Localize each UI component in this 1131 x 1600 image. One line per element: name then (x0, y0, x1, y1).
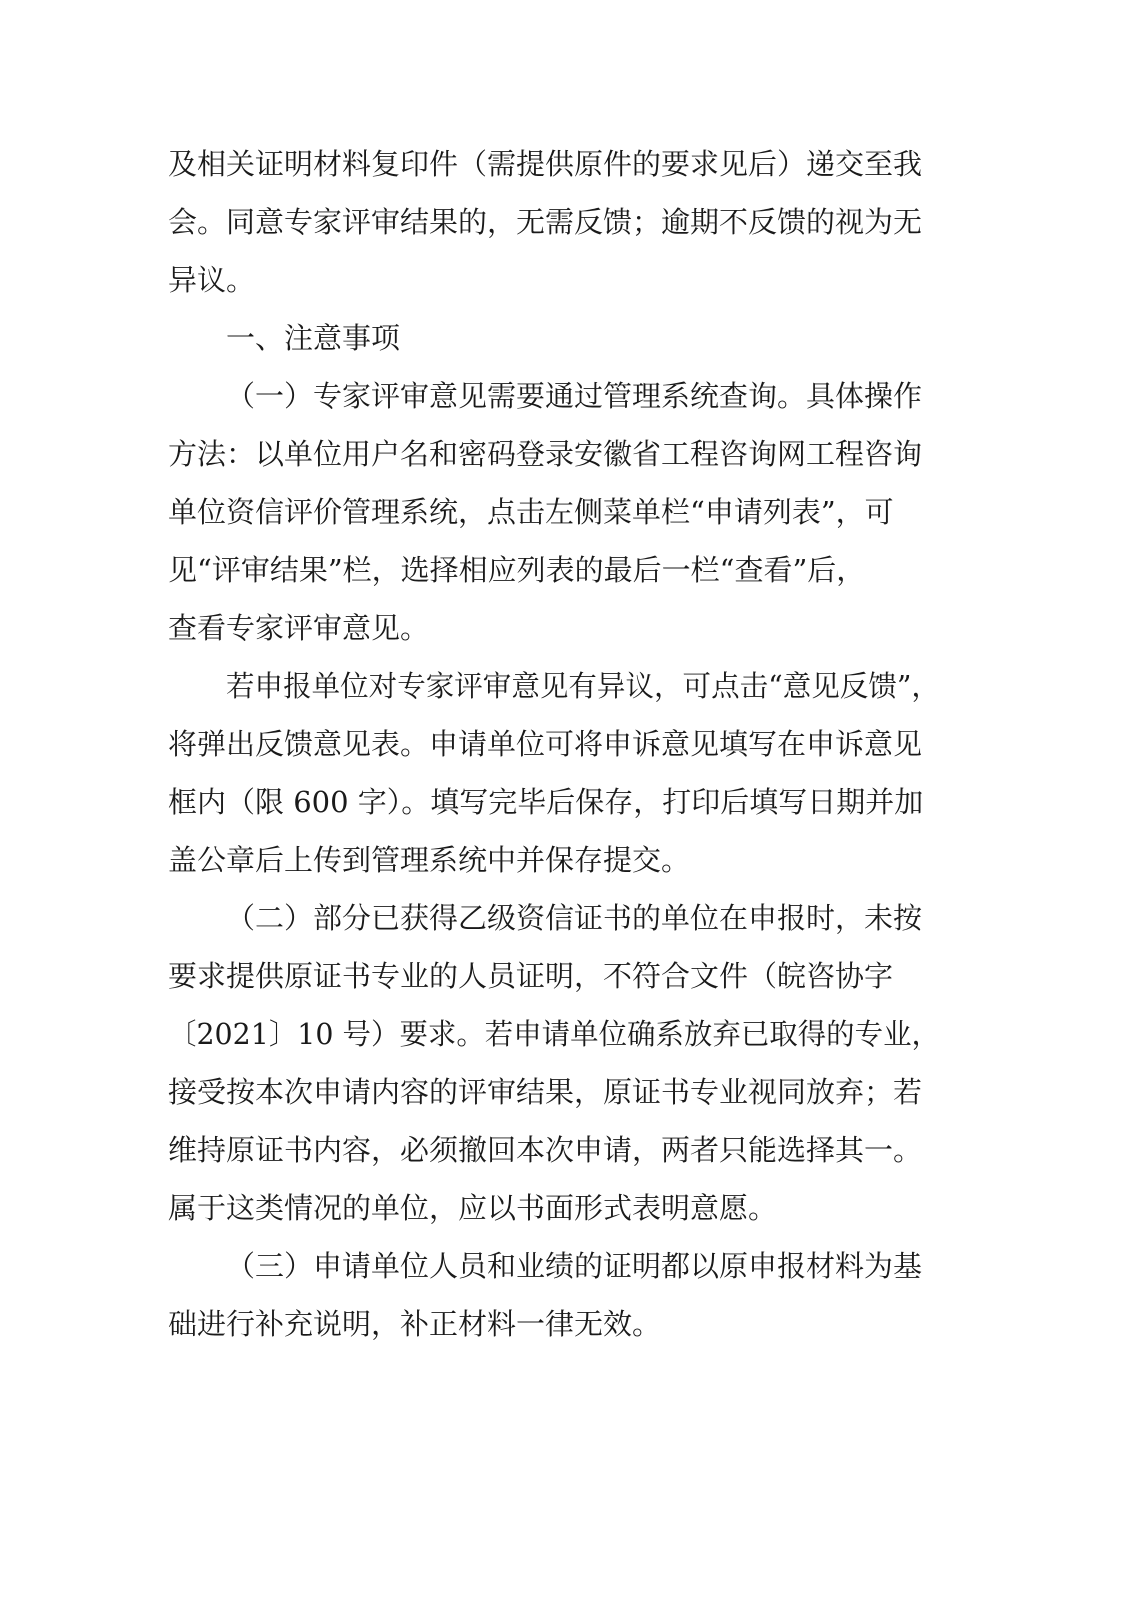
line-text: 会。同意专家评审结果的，无需反馈；逾期不反馈的视为无 (168, 205, 923, 239)
text-line (0, 376, 1131, 416)
text-line (0, 1014, 1131, 1054)
text-line (0, 202, 1131, 242)
line-text: 异议。 (168, 263, 256, 297)
line-text: 要求提供原证书专业的人员证明，不符合文件（皖咨协字 (168, 959, 894, 993)
text-line (0, 956, 1131, 996)
text-line (0, 434, 1131, 474)
line-text: 见“评审结果”栏，选择相应列表的最后一栏“查看”后， (168, 553, 866, 587)
line-text: 〔2021〕10 号）要求。若申请单位确系放弃已取得的专业， (168, 1017, 940, 1051)
text-line (0, 898, 1131, 938)
line-text: 框内（限 600 字）。填写完毕后保存，打印后填写日期并加 (168, 785, 924, 819)
line-text: 查看专家评审意见。 (168, 611, 430, 645)
text-line (0, 550, 1131, 590)
line-text: 维持原证书内容，必须撤回本次申请，两者只能选择其一。 (168, 1133, 923, 1167)
line-text: 及相关证明材料复印件（需提供原件的要求见后）递交至我 (168, 147, 923, 181)
section-heading (0, 318, 1131, 358)
line-text: 方法：以单位用户名和密码登录安徽省工程咨询网工程咨询 (168, 437, 923, 471)
text-line (0, 1246, 1131, 1286)
line-text: 属于这类情况的单位，应以书面形式表明意愿。 (168, 1191, 778, 1225)
line-text: （二）部分已获得乙级资信证书的单位在申报时，未按 (226, 901, 923, 935)
text-line (0, 1072, 1131, 1112)
line-text: 若申报单位对专家评审意见有异议，可点击“意见反馈”， (226, 669, 940, 703)
text-line (0, 1304, 1131, 1344)
line-text: 单位资信评价管理系统，点击左侧菜单栏“申请列表”，可 (168, 495, 894, 529)
text-line (0, 492, 1131, 532)
text-line (0, 782, 1131, 822)
line-text: 接受按本次申请内容的评审结果，原证书专业视同放弃；若 (168, 1075, 923, 1109)
line-text: 础进行补充说明，补正材料一律无效。 (168, 1307, 662, 1341)
line-text: 将弹出反馈意见表。申请单位可将申诉意见填写在申诉意见 (168, 727, 923, 761)
text-line (0, 1130, 1131, 1170)
text-line (0, 1188, 1131, 1228)
line-text: 盖公章后上传到管理系统中并保存提交。 (168, 843, 691, 877)
heading-text: 一、注意事项 (226, 321, 401, 355)
text-line (0, 608, 1131, 648)
text-line (0, 724, 1131, 764)
text-line (0, 260, 1131, 300)
text-line (0, 666, 1131, 706)
line-text: （三）申请单位人员和业绩的证明都以原申报材料为基 (226, 1249, 923, 1283)
text-line (0, 144, 1131, 184)
line-text: （一）专家评审意见需要通过管理系统查询。具体操作 (226, 379, 923, 413)
text-line (0, 840, 1131, 880)
